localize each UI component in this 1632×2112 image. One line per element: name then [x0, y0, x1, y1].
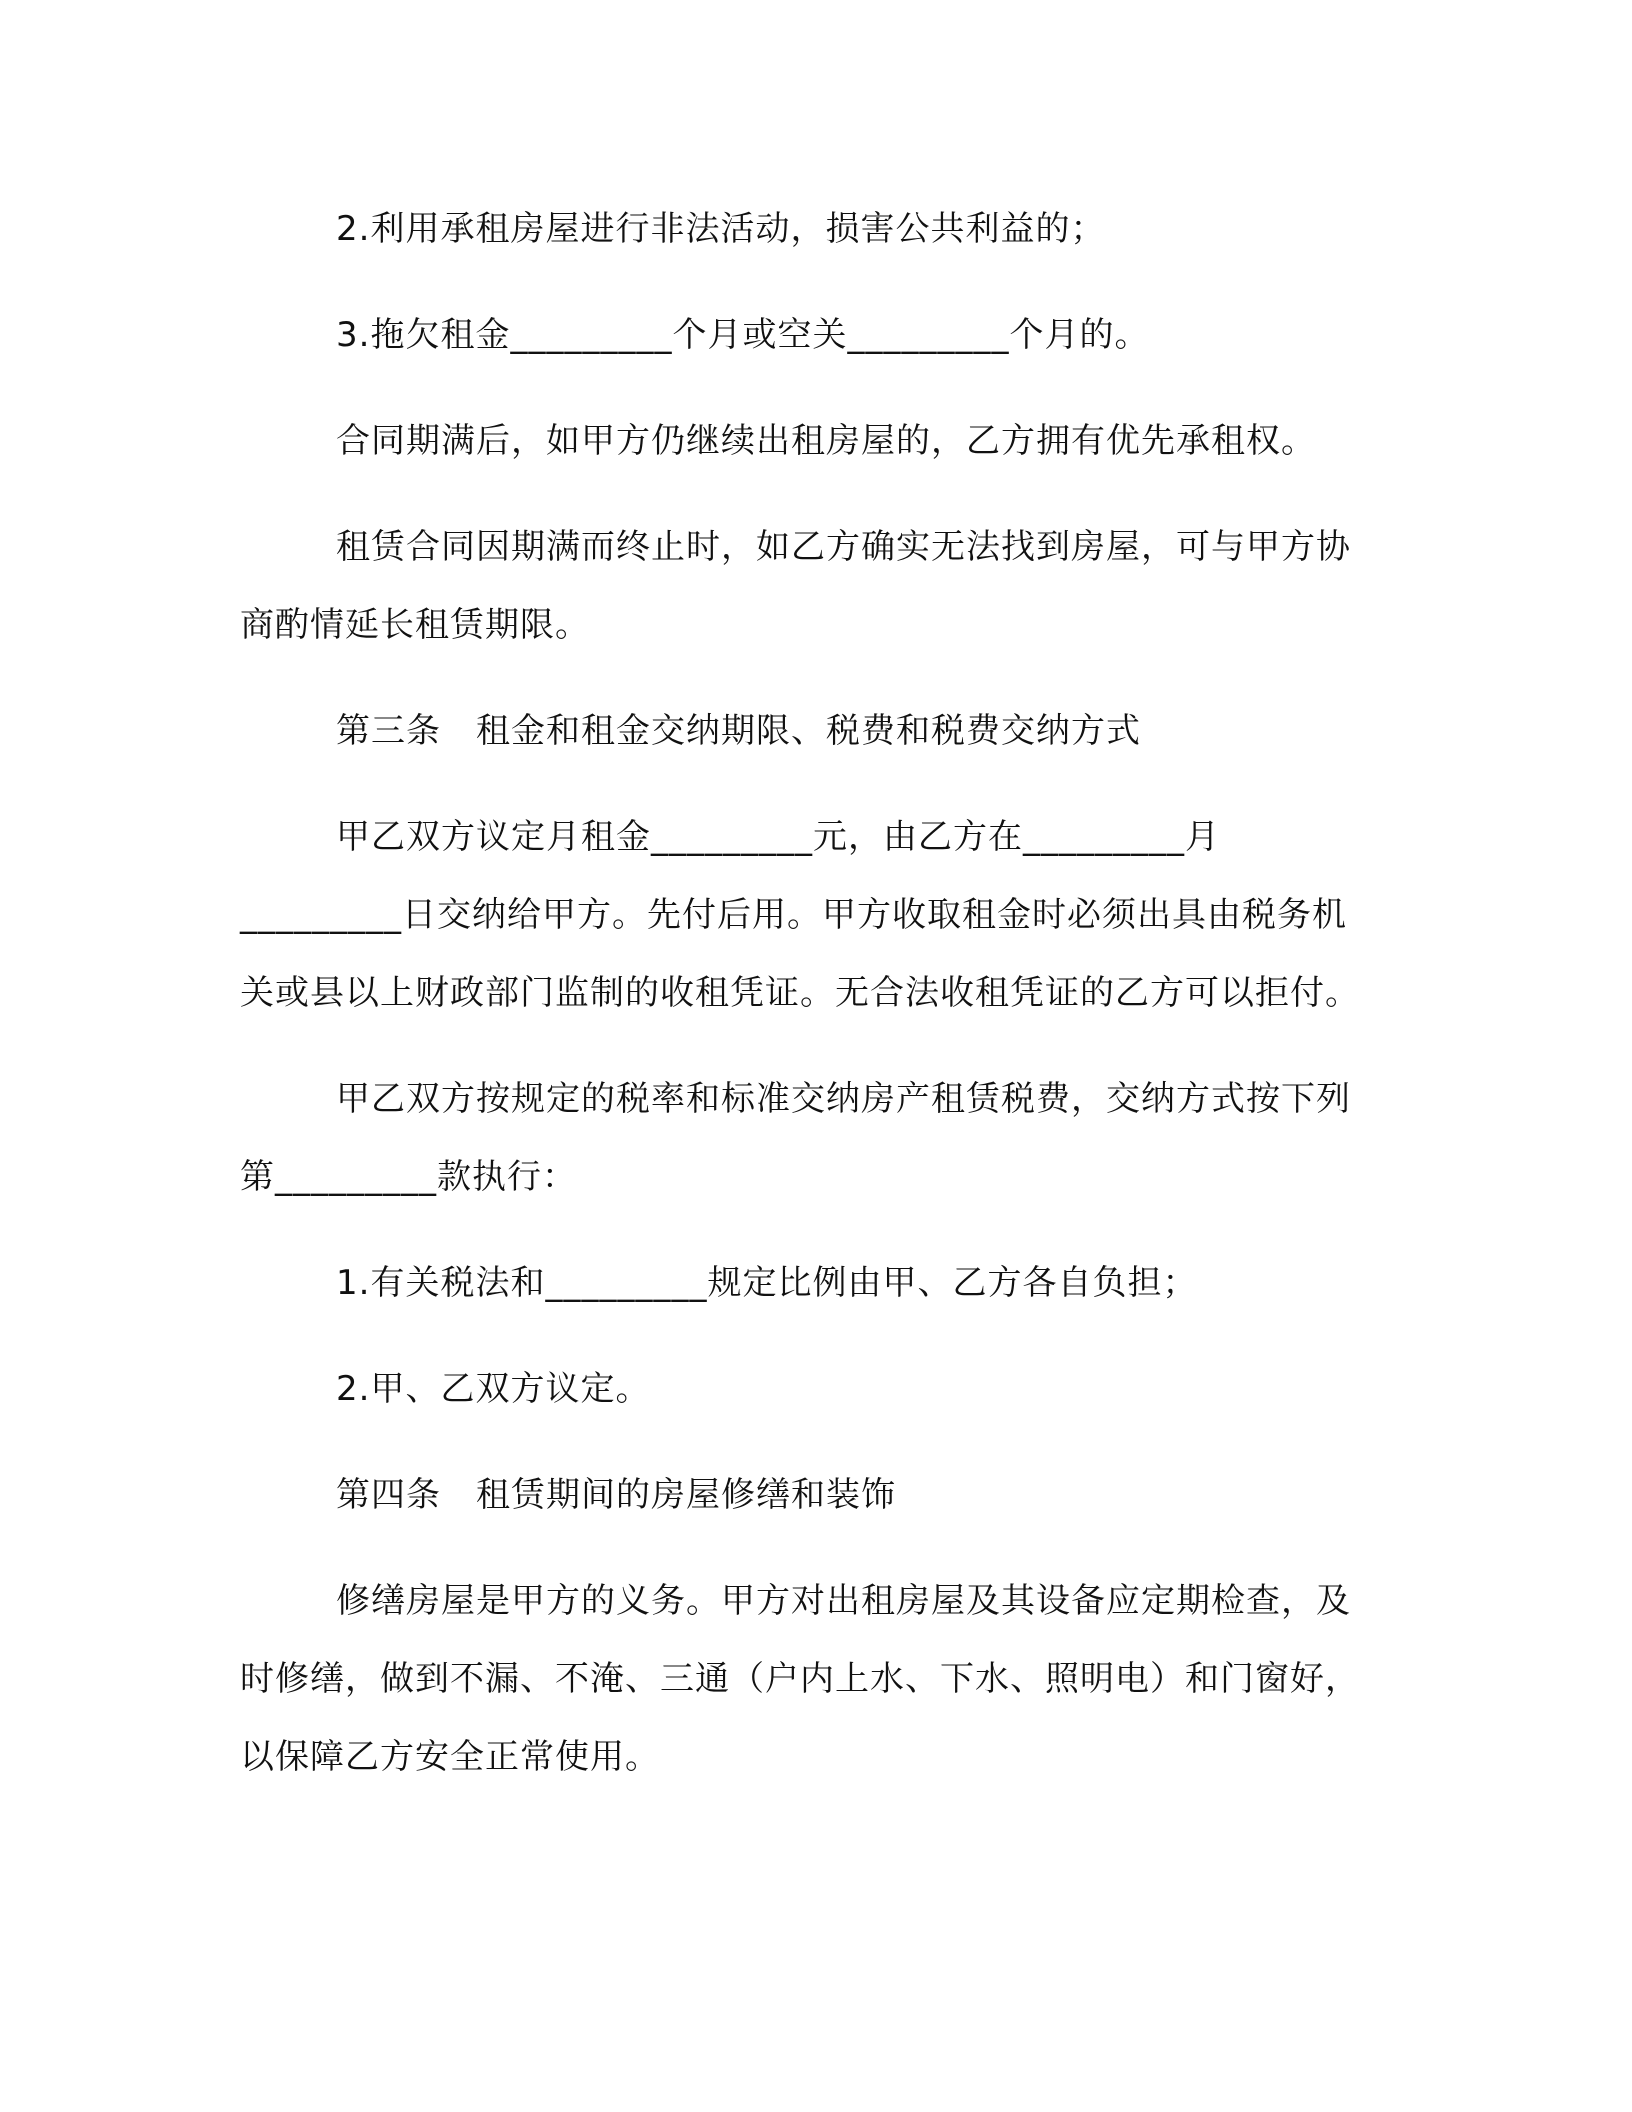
paragraph-clause-3: 3.拖欠租金_________个月或空关_________个月的。: [336, 315, 1150, 355]
document-body: [240, 190, 1375, 1824]
paragraph-tax-option-2: 2.甲、乙双方议定。: [336, 1369, 651, 1409]
paragraph-priority-lease: 合同期满后，如甲方仍继续出租房屋的，乙方拥有优先承租权。: [336, 421, 1316, 461]
paragraph-tax-option-1: 1.有关税法和_________规定比例由甲、乙方各自负担；: [336, 1263, 1198, 1303]
paragraph-rent-terms: 甲乙双方议定月租金_________元，由乙方在_________月_________日交纳给甲方。先付后用。甲方收取租金时必须出具由税务机关或县以上财政部门监制的收租凭证。无合法收租凭证的乙方可以拒付。: [240, 817, 1360, 1013]
paragraph-repair-duty: 修缮房屋是甲方的义务。甲方对出租房屋及其设备应定期检查，及时修缮，做到不漏、不淹、三通（户内上水、下水、照明电）和门窗好，以保障乙方安全正常使用。: [240, 1581, 1360, 1777]
article-3-heading: 第三条 租金和租金交纳期限、税费和税费交纳方式: [336, 711, 1141, 751]
paragraph-tax-terms: 甲乙双方按规定的税率和标准交纳房产租赁税费，交纳方式按下列第_________款执行：: [240, 1079, 1351, 1197]
article-4-heading: 第四条 租赁期间的房屋修缮和装饰: [336, 1475, 896, 1515]
paragraph-clause-2: 2.利用承租房屋进行非法活动，损害公共利益的；: [336, 209, 1106, 249]
paragraph-extension: 租赁合同因期满而终止时，如乙方确实无法找到房屋，可与甲方协商酌情延长租赁期限。: [240, 527, 1351, 645]
